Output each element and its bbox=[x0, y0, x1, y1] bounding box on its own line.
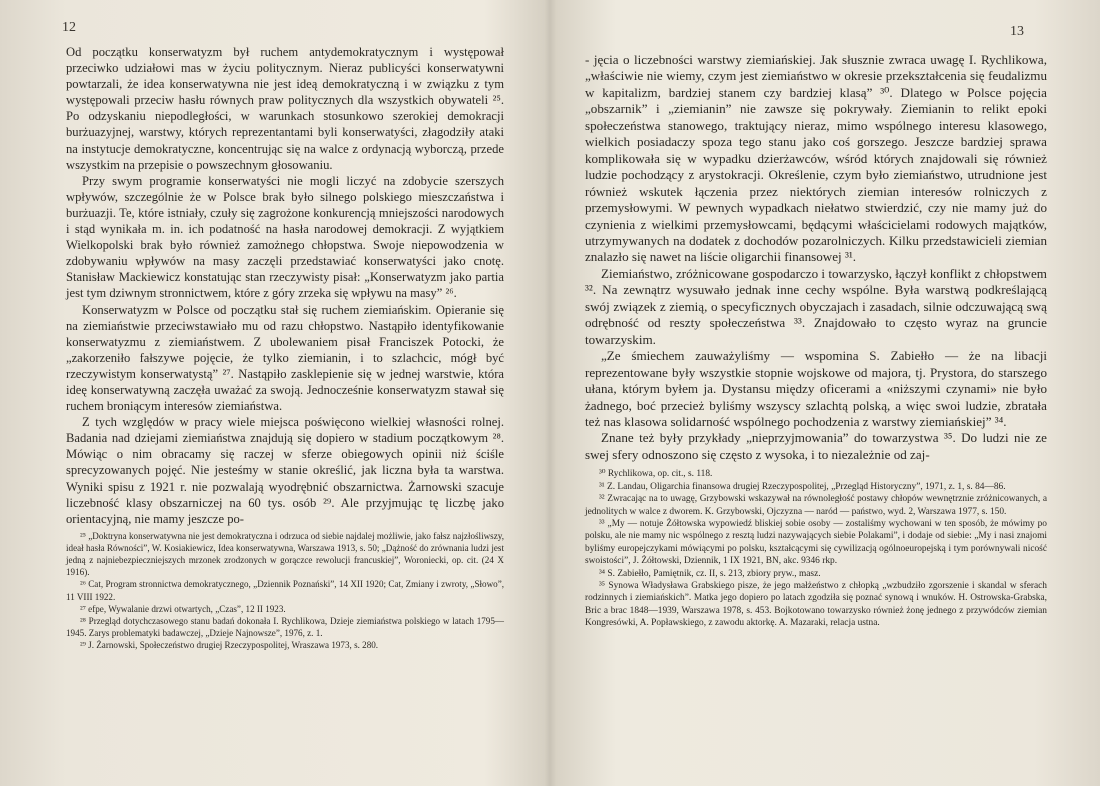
footnote: ²⁸ Przegląd dotychczasowego stanu badań dokonała I. Rychlikowa, Dzieje ziemiaństwa polskiego w latach 1795—1945. Zarys problematyki badawczej, „Dzieje Najnowsze”, 1976, z. 1. bbox=[66, 615, 504, 639]
paragraph: „Ze śmiechem zauważyliśmy — wspomina S. Zabiełło — że na libacji reprezentowane były wszystkie stopnie wojskowe od majora, tj. Prystora, do starszego ułana, którym byłem ja. Dystansu między oficerami a «niższymi czynami» nie było żadnego, boć przecież byliśmy wszyscy szlachtą polską, a więc swoi ludzie, zbratała też nas klasowa solidarność wspólnego pochodzenia z warstwy ziemiańskiej” ³⁴. bbox=[585, 348, 1047, 429]
footnote: ³² Zwracając na to uwagę, Grzybowski wskazywał na równoległość postawy chłopów wewnętrznie zróżnicowanych, a jednolitych w walce z dworem. K. Grzybowski, Ojczyzna — naród — państwo, wyd. 2, Warszawa 1977, s. 150. bbox=[585, 494, 1047, 517]
footnote: ²⁹ J. Żarnowski, Społeczeństwo drugiej Rzeczypospolitej, Wraszawa 1973, s. 280. bbox=[80, 640, 379, 651]
footnote: ³¹ Z. Landau, Oligarchia finansowa drugiej Rzeczypospolitej, „Przegląd Historyczny”, 1971, z. 1, s. 84—86. bbox=[599, 481, 1006, 492]
paragraph: Przy swym programie konserwatyści nie mogli liczyć na zdobycie szerszych wpływów, szczególnie że w Polsce brak było silnego polskiego mieszczaństwa i burżuazji. Te, które istniały, czuły się zagrożone konkurencją mniejszości narodowych i stąd wynikała m. in. ich podatność na hasła narodowej demokracji. Z wyjątkiem Wielkopolski brak było również zamożnego chłopstwa. Swoje niepowodzenia w zdobywaniu wpływów na masy zaczęli przedstawiać konserwatyści jako cnotę. Stanisław Mackiewicz konstatując stan rzeczywisty pisał: „Konserwatyzm jako partia jest tym dziwnym stronnictwem, które z góry zrzeka się wpływu na masy” ²⁶. bbox=[66, 173, 504, 301]
paragraph: - jęcia o liczebności warstwy ziemiańskiej. Jak słusznie zwraca uwagę I. Rychlikowa, „właściwie nie wiemy, czym jest ziemiaństwo w okresie przekształcenia się feudalizmu w kapitalizm, bardziej stanem czy bardziej klasą” ³⁰. Dlatego w Polsce pojęcia „obszarnik” i „ziemianin” nie zawsze się pokrywały. Ziemianin to relikt epoki społeczeństwa stanowego, traktujący nieraz, mimo wspólnego interesu klasowego, wielkich posiadaczy spoza tego stanu jako coś gorszego. Jeszcze bardziej sprawa komplikowała się w wypadku dzierżawców, wśród których znajdowali się również ludzie pochodzący z arystokracji. Określenie, czym było ziemiaństwo, utrudnione jest również wskutek łączenia przez niektórych ziemian interesów rolniczych z przemysłowymi. W pewnych wypadkach niełatwo stwierdzić, czy nie mamy już do czynienia z wielkimi przemysłowcami, będącymi właścicielami rodowych majątków, utrzymywanych na dodatek z dochodów pozarolniczych. Kilku przedstawicieli ziemian znalazło się nawet na liście oligarchii finansowej ³¹. bbox=[585, 52, 1047, 265]
paragraph: Konserwatyzm w Polsce od początku stał się ruchem ziemiańskim. Opieranie się na ziemiaństwie przeciwstawiało mu od razu chłopstwo. Nastąpiło identyfikowanie konserwatyzmu z ziemiaństwem. Z ubolewaniem pisał Franciszek Potocki, że „zakorzeniło fałszywe pojęcie, że tylko ziemianin, i to szlachcic, mógł być rzeczywistym konserwatystą” ²⁷. Nastąpiło zasklepienie się w jednej warstwie, która ideę konserwatywną zaczęła uważać za swoją. Jednocześnie konserwatyzm stawał się ruchem broniącym interesów ziemiaństwa. bbox=[66, 302, 504, 414]
footnotes bbox=[585, 468, 1047, 629]
paragraph: Z tych względów w pracy wiele miejsca poświęcono wielkiej własności rolnej. Badania nad dziejami ziemiaństwa znajdują się dopiero w stadium początkowym ²⁸. Mówiąc o nim obracamy się raczej w sferze obiegowych opinii niż ściśle sprecyzowanych pojęć. Nie jesteśmy w stanie określić, jak liczna była ta warstwa. Wyniki spisu z 1921 r. nie pozwalają wyodrębnić obszarnictwa. Żarnowski szacuje liczebność klasy obszarniczej na 60 tys. osób ²⁹. Ale przyjmując tę liczbę jako orientacyjną, nie mamy jeszcze po- bbox=[66, 415, 504, 526]
page-number: 12 bbox=[62, 20, 76, 35]
body-text bbox=[585, 52, 1047, 630]
footnote: ³⁵ Synowa Władysława Grabskiego pisze, że jego małżeństwo z chłopką „wzbudziło zgorszenie i skandal w sferach rodzinnych i ziemiańskich”. Matka jego dopiero po latach zgodziła się poznać synową i wnuków. H. Ostrowska-Grabska, Bric a brac 1848—1939, Warszawa 1978, s. 453. Bojkotowano towarzysko również żonę jednego z przywódców ziemian Kongresówki, A. Popławskiego, z zawodu aktorkę. A. Mazaraki, relacja ustna. bbox=[585, 580, 1047, 629]
footnotes bbox=[66, 530, 504, 652]
footnote: ³⁴ S. Zabiełło, Pamiętnik, cz. II, s. 213, zbiory pryw., masz. bbox=[599, 568, 821, 579]
paragraph: Od początku konserwatyzm był ruchem antydemokratycznym i występował przeciwko udziałowi mas w życiu politycznym. Nieraz publicyści konserwatywni powtarzali, że idea konserwatywna nie jest ideą demokratyczną i w związku z tym występowali przeciw hasłu równych praw politycznych dla wszystkich obywateli ²⁵. Po odzyskaniu niepodległości, w warunkach stosunkowo szerokiej demokracji burżuazyjnej, warstwy, których reprezentantami byli konserwatyści, złagodziły ataki na instytucje demokratyczne, koncentrując się na walce z ordynacją wyborczą, przede wszystkim na przepisie o powszechnym głosowaniu. bbox=[66, 45, 504, 172]
paragraph: Ziemiaństwo, zróżnicowane gospodarczo i towarzysko, łączył konflikt z chłopstwem ³². Na zewnątrz wysuwało jednak inne cechy wspólne. Była warstwą podkreślającą swój związek z ziemią, o specyficznych obyczajach i zasadach, silnie odczuwającą swą odrębność od reszty społeczeństwa ³³. Znajdowało to często wyraz na gruncie towarzyskim. bbox=[585, 265, 1047, 347]
footnote: ²⁶ Cat, Program stronnictwa demokratycznego, „Dziennik Poznański”, 14 XII 1920; Cat, Zmiany i zwroty, „Słowo”, 11 VIII 1922. bbox=[66, 579, 504, 602]
paragraph: Znane też były przykłady „nieprzyjmowania” do towarzystwa ³⁵. Do ludzi nie ze swej sfery odnoszono się często z wysoka, i to niezależnie od zaj- bbox=[585, 430, 1047, 462]
footnote: ²⁵ „Doktryna konserwatywna nie jest demokratyczna i odrzuca od siebie najdalej możliwie, jako fałsz najzłośliwszy, ideał hasła Równości”, W. Kosiakiewicz, Idea konserwatywna, Warszawa 1913, s. 50; „Dążność do zrównania ludzi jest jedną z najniebezpieczniejszych mrzonek zrodzonych w gorączce rewolucji francuskiej”, Woroniecki, op. cit. (24 X 1916). bbox=[66, 530, 504, 578]
page-number: 13 bbox=[1010, 24, 1024, 39]
footnote: ³⁰ Rychlikowa, op. cit., s. 118. bbox=[599, 469, 713, 480]
left-page bbox=[0, 0, 549, 786]
body-text bbox=[66, 44, 504, 651]
footnote: ³³ „My — notuje Żółtowska wypowiedź bliskiej sobie osoby — zostaliśmy wychowani w ten sposób, że mówimy po polsku, ale nie mamy nic wspólnego z resztą ludzi nazywających siebie Polakami”, i dodaje od siebie: „My i nasi znajomi byliśmy europejczykami mówiącymi po polsku, kształcącymi się cywilizacją ogólnoeuropejską i tym porównywali nicość swoistości”, J. Żółtowski, Dziennik, 1 IX 1921, BN, akc. 9346 rkp. bbox=[585, 518, 1047, 567]
right-page bbox=[551, 0, 1100, 786]
footnote: ²⁷ efpe, Wywalanie drzwi otwartych, „Czas”, 12 II 1923. bbox=[80, 603, 286, 614]
